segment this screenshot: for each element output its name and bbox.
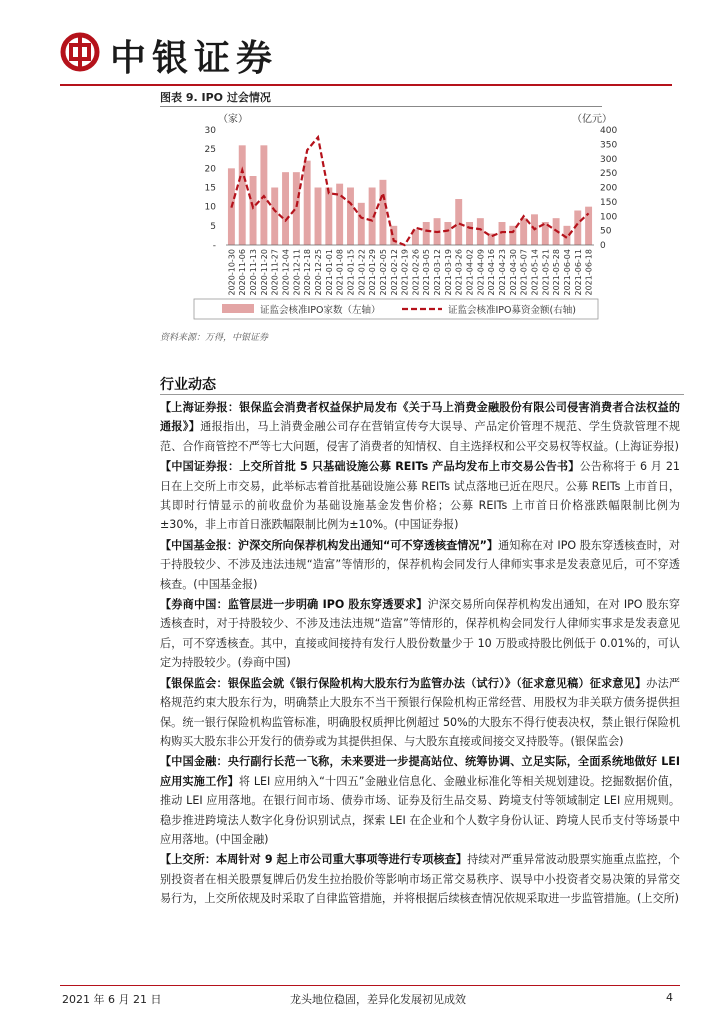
figure-title-divider (160, 106, 602, 107)
x-tick-label: 2021-04-30 (508, 249, 518, 296)
figure-source: 资料来源：万得，中银证券 (160, 333, 269, 343)
ipo-approval-chart (160, 110, 618, 326)
y-right-tick-label: 300 (600, 154, 618, 165)
news-list (160, 398, 680, 910)
news-headline: 【中国基金报：沪深交所向保荐机构发出通知“可不穿透核查情况”】 (160, 538, 499, 552)
news-item (160, 595, 680, 673)
ipo-count-bar (336, 184, 343, 245)
ipo-count-bar (379, 180, 386, 245)
news-headline: 【上交所：本周针对 9 起上市公司重大事项等进行专项核查】 (160, 853, 468, 867)
legend-line-label: 证监会核准IPO募资金额(右轴) (448, 305, 576, 316)
y-right-tick-label: 50 (600, 226, 612, 237)
x-tick-label: 2021-01-29 (368, 249, 378, 296)
x-tick-label: 2021-01-01 (324, 249, 334, 296)
header-divider (60, 84, 672, 86)
x-tick-label: 2021-03-19 (443, 249, 453, 296)
ipo-count-bar (499, 222, 506, 245)
page-number: 4 (666, 991, 673, 1004)
ipo-count-bar (250, 176, 257, 245)
ipo-count-bar (444, 222, 451, 245)
x-tick-label: 2021-06-04 (562, 249, 572, 296)
news-headline: 【银保监会：银保监会就《银行保险机构大股东行为监管办法（试行）》（征求意见稿）征求意见】 (160, 676, 647, 690)
footer-divider (60, 985, 680, 986)
x-tick-label: 2020-12-11 (292, 249, 302, 296)
y-right-tick-label: 200 (600, 183, 618, 194)
y-right-tick-label: 400 (600, 126, 618, 136)
x-tick-label: 2021-01-15 (346, 249, 356, 296)
news-item (160, 457, 680, 535)
legend-bar-label: 证监会核准IPO家数（左轴） (260, 305, 381, 316)
news-headline: 【中国证券报：上交所首批 5 只基础设施公募 REITs 产品均发布上市交易公告书】 (160, 460, 580, 474)
news-body: 通报指出，马上消费金融公司存在营销宣传夸大误导、产品定价管理不规范、学生贷款管理不规范、合作商管控不严等七大问题，侵害了消费者的知情权、自主选择权和公平交易权等权益。(上海证券报) (160, 420, 680, 453)
y-right-tick-label: 150 (600, 197, 618, 208)
ipo-count-bar (271, 188, 278, 246)
y-left-tick-label: 15 (204, 183, 216, 194)
ipo-count-bar (423, 222, 430, 245)
x-tick-label: 2020-10-30 (227, 249, 237, 296)
x-tick-label: 2021-02-12 (389, 249, 399, 296)
footer-date: 2021 年 6 月 21 日 (62, 993, 162, 1006)
ipo-count-bar (358, 203, 365, 245)
x-tick-label: 2021-04-02 (465, 249, 475, 296)
section-title: 行业动态 (160, 377, 216, 393)
x-tick-label: 2021-03-05 (422, 249, 432, 296)
news-body: 持续对严重异常波动股票实施重点监控，个别投资者在相关股票复牌后仍发生拉抬股价等影响市场正常交易秩序、误导中小投资者交易决策的异常交易行为，上交所依规及时采取了自律监管措施，并将根据后续核查情况依规采取进一步监管措施。(上交所) (160, 853, 680, 906)
ipo-count-bar (509, 226, 516, 245)
x-tick-label: 2020-11-06 (238, 249, 248, 296)
y-left-tick-label: 20 (204, 164, 216, 175)
x-tick-label: 2021-01-22 (357, 249, 367, 296)
x-tick-label: 2021-04-23 (498, 249, 507, 296)
ipo-count-bar (325, 188, 332, 246)
news-body: 通知称在对 IPO 股东穿透核查时，对于持股较少、不涉及违法违规“造富”等情形的，保荐机构会同发行人律师实事求是发表意见后，可不穿透核查。(中国基金报) (160, 538, 680, 591)
x-tick-label: 2021-03-26 (454, 249, 464, 296)
x-tick-label: 2021-06-11 (573, 249, 583, 296)
section-divider (160, 394, 684, 395)
ipo-count-bar (304, 161, 311, 245)
news-item (160, 850, 680, 908)
y-left-tick-label: - (212, 241, 216, 251)
x-tick-label: 2021-05-21 (541, 249, 551, 296)
legend-bar-swatch (222, 304, 254, 313)
brand-name: 中银证券 (110, 38, 279, 79)
x-tick-label: 2021-02-19 (400, 249, 410, 296)
y-right-tick-label: 350 (600, 140, 618, 151)
ipo-count-bar (293, 172, 300, 245)
ipo-count-bar (585, 207, 592, 245)
x-tick-label: 2020-11-20 (259, 249, 269, 296)
ipo-count-bar (477, 218, 484, 245)
x-tick-label: 2021-06-18 (584, 249, 594, 296)
x-tick-label: 2021-03-12 (433, 249, 443, 296)
news-item (160, 536, 680, 594)
y-right-tick-label: 0 (600, 241, 606, 251)
x-tick-label: 2020-12-25 (314, 249, 323, 296)
ipo-count-bar (282, 172, 289, 245)
x-tick-label: 2021-02-05 (378, 249, 388, 296)
y-left-tick-label: 5 (210, 221, 216, 232)
y-left-tick-label: 25 (204, 145, 216, 156)
news-headline: 【券商中国：监管层进一步明确 IPO 股东穿透要求】 (160, 598, 428, 612)
ipo-count-bar (347, 188, 354, 246)
y-right-unit: （亿元） (572, 114, 612, 125)
ipo-count-bar (315, 188, 322, 246)
news-headline: 【中国金融：央行副行长范一飞称，未来要进一步提高站位、统筹协调、立足实际，全面系统地做好 LEI 应用实施工作】 (160, 755, 680, 788)
x-tick-label: 2021-04-16 (487, 249, 497, 296)
footer-slogan: 龙头地位稳固，差异化发展初见成效 (290, 993, 466, 1006)
news-item (160, 398, 680, 456)
y-left-tick-label: 10 (204, 202, 216, 213)
ipo-count-bar (466, 222, 473, 245)
news-item (160, 674, 680, 752)
x-tick-label: 2020-12-18 (303, 249, 313, 296)
y-right-tick-label: 100 (600, 212, 618, 223)
page-header (60, 28, 670, 80)
x-tick-label: 2021-05-28 (552, 249, 562, 296)
news-body: 公告称将于 6 月 21 日在上交所上市交易，此举标志着首批基础设施公募 REITs 试点落地已近在咫尺。公募 REITs 上市首日，其即时行情显示的前收盘价为基础设施基金发售价格；公募 REITs 上市首日价格涨跌幅限制比例为±30%，非上市首日涨跌幅限制比例为±10%。(中国证券报) (160, 460, 680, 532)
x-tick-label: 2021-01-08 (335, 249, 345, 296)
x-tick-label: 2020-11-27 (270, 249, 280, 296)
y-left-tick-label: 30 (204, 126, 216, 136)
news-body: 办法严格规范约束大股东行为，明确禁止大股东不当干预银行保险机构正常经营、用股权为非关联方债务提供担保。统一银行保险机构监管标准，明确股权质押比例超过 50%的大股东不得行使表决权，禁止银行保险机构购买大股东非公开发行的债券或为其提供担保、与大股东直接或间接交叉持股等。(银保监会) (160, 676, 680, 748)
ipo-count-bar (455, 199, 462, 245)
x-tick-label: 2020-11-13 (249, 249, 259, 296)
figure-title: 图表 9. IPO 过会情况 (160, 91, 271, 104)
news-item (160, 752, 680, 849)
ipo-count-bar (239, 145, 246, 245)
x-tick-label: 2021-05-07 (519, 249, 529, 296)
y-left-unit: （家） (218, 114, 248, 125)
news-body: 将 LEI 应用纳入“十四五”金融业信息化、金融业标准化等相关规划建设。挖掘数据价值，推动 LEI 应用落地。在银行间市场、债券市场、证券及衍生品交易、跨境支付等领域制定 LEI 应用规则。稳步推进跨境法人数字化身份识别试点，探索 LEI 在企业和个人数字身份认证、跨境人民币支付等场景中应用落地。(中国金融) (160, 774, 680, 846)
x-tick-label: 2021-02-26 (411, 249, 421, 296)
boc-logo-icon (60, 32, 100, 72)
news-headline: 【上海证券报：银保监会消费者权益保护局发布《关于马上消费金融股份有限公司侵害消费者合法权益的通报》】 (160, 401, 680, 434)
ipo-count-bar (520, 218, 527, 245)
y-right-tick-label: 250 (600, 169, 618, 180)
x-tick-label: 2021-05-14 (530, 249, 540, 296)
x-tick-label: 2021-04-09 (476, 249, 486, 296)
news-body: 沪深交易所向保荐机构发出通知，在对 IPO 股东穿透核查时，对于持股较少、不涉及违法违规“造富”等情形的，保荐机构会同发行人律师实事求是发表意见后，可不穿透核查。其中，直接或间接持有发行人股份数量少于 10 万股或持股比例低于 0.01%的，可认定为持股较少。(券商中国) (160, 598, 680, 670)
x-tick-label: 2020-12-04 (281, 249, 291, 296)
